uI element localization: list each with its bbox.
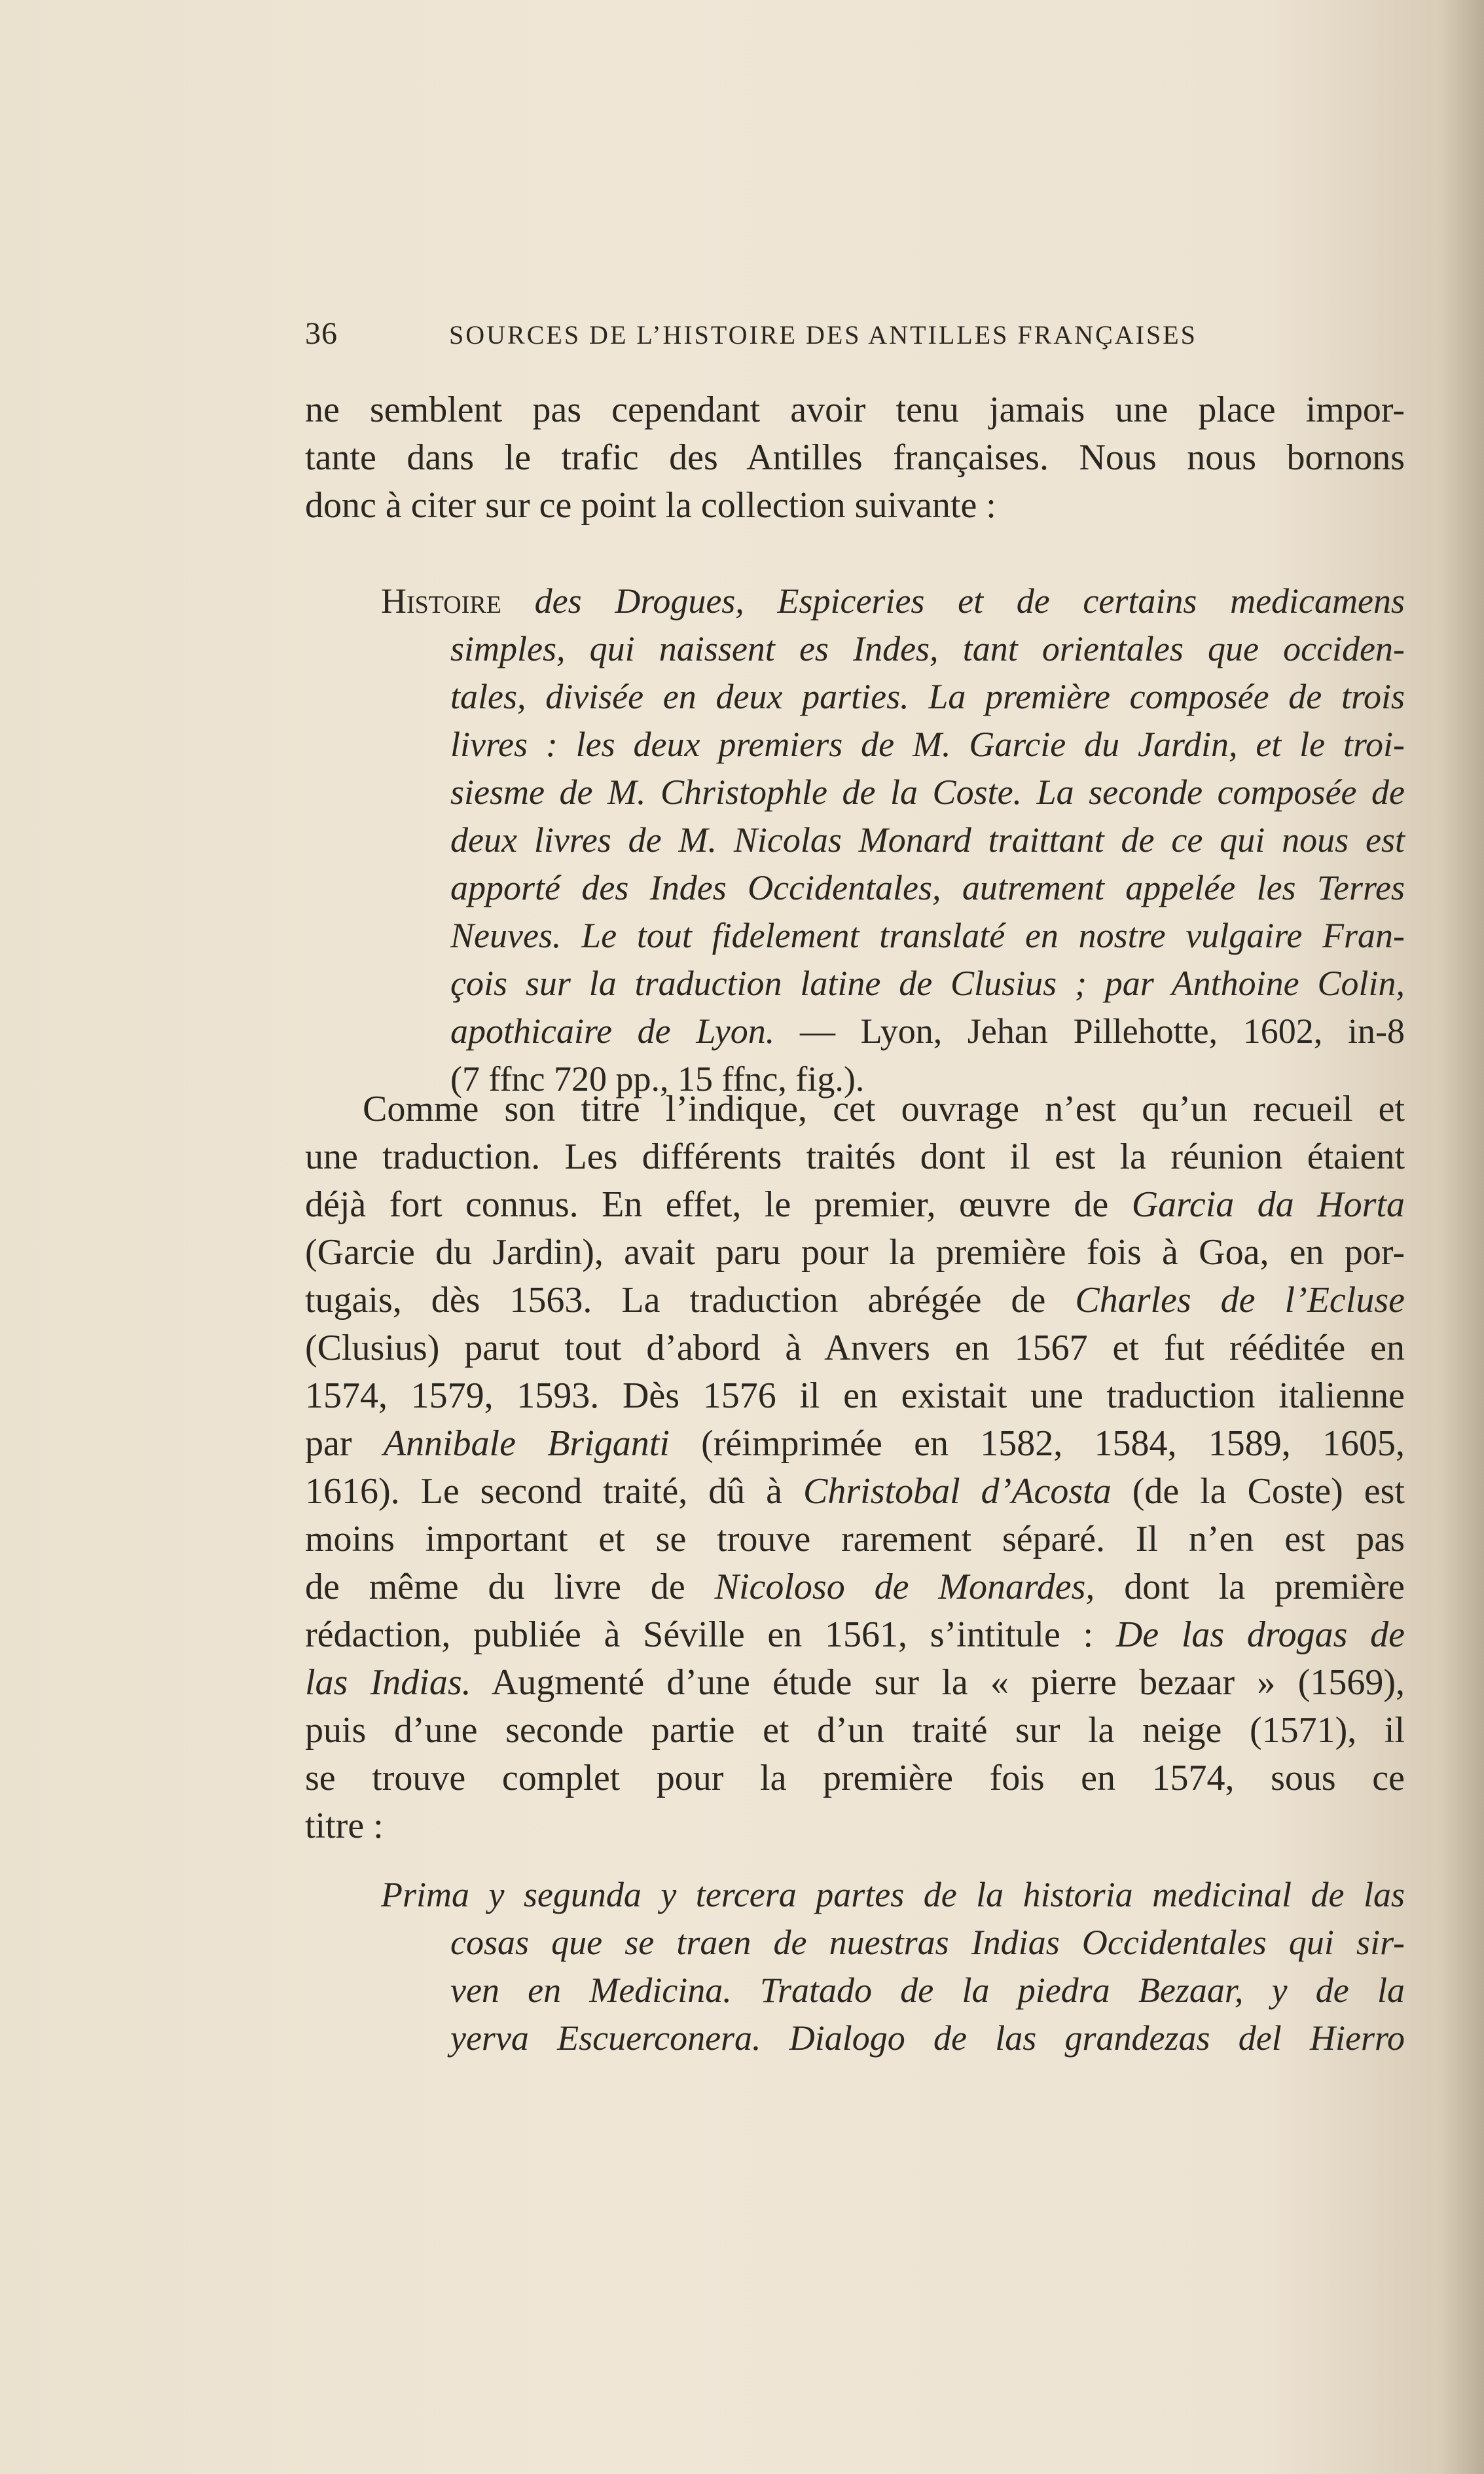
running-head <box>305 316 1241 352</box>
italic-name: Charles de l’Ecluse <box>1075 1280 1405 1320</box>
ref-line: livres : les deux premiers de M. Garcie du Jardin, et le troi- <box>450 725 1405 764</box>
text-line: donc à citer sur ce point la collection suivante : <box>305 485 996 526</box>
text-line: ne semblent pas cependant avoir tenu jamais une place impor- <box>305 390 1405 430</box>
ref-title: des Drogues, Espiceries et de certains medicamens <box>534 581 1405 621</box>
ref-line: cosas que se traen de nuestras Indias Occidentales qui sir- <box>450 1923 1405 1962</box>
text-run: rédaction, publiée à Séville en 1561, s’intitule : <box>305 1614 1116 1655</box>
text-line <box>305 1468 1405 1516</box>
italic-name: De las drogas de <box>1115 1614 1405 1655</box>
text-line: titre : <box>305 1806 384 1846</box>
text-line: puis d’une seconde partie et d’un traité sur la neige (1571), il <box>305 1710 1405 1751</box>
bibliographic-reference-1 <box>305 577 1405 1103</box>
text-run: déjà fort connus. En effet, le premier, œuvre de <box>305 1184 1132 1225</box>
running-title: SOURCES DE L’HISTOIRE DES ANTILLES FRANÇAISES <box>449 320 1197 350</box>
text-line: une traduction. Les différents traités dont il est la réunion étaient <box>305 1137 1405 1177</box>
italic-name: Nicoloso de Monardes, <box>714 1567 1095 1607</box>
text-run: par <box>305 1423 384 1464</box>
text-line: moins important et se trouve rarement séparé. Il n’en est pas <box>305 1519 1405 1559</box>
text-run: (de la Coste) est <box>1111 1471 1405 1512</box>
italic-name: las Indias. <box>305 1662 471 1703</box>
ref-line: çois sur la traduction latine de Clusius ; par Anthoine Colin, <box>450 964 1405 1003</box>
body-paragraph <box>305 1085 1405 1850</box>
text-run: de même du livre de <box>305 1567 715 1607</box>
text-line: (Garcie du Jardin), avait paru pour la première fois à Goa, en por- <box>305 1232 1405 1273</box>
ref-line: tales, divisée en deux parties. La première composée de trois <box>450 677 1405 716</box>
text-line <box>305 1420 1405 1468</box>
text-run: 1616). Le second traité, dû à <box>305 1471 804 1512</box>
text-line <box>305 1181 1405 1229</box>
page-number: 36 <box>305 316 338 351</box>
ref-imprint: — Lyon, Jehan Pillehotte, 1602, in-8 <box>774 1011 1405 1051</box>
text-line <box>305 1659 1405 1707</box>
ref-line: ven en Medicina. Tratado de la piedra Bezaar, y de la <box>450 1971 1405 2010</box>
text-run: dont la première <box>1095 1567 1405 1607</box>
text-line: Comme son titre l’indique, cet ouvrage n’est qu’un recueil et <box>363 1089 1405 1129</box>
text-run: (réimprimée en 1582, 1584, 1589, 1605, <box>669 1423 1405 1464</box>
text-line: 1574, 1579, 1593. Dès 1576 il en existait une traduction italienne <box>305 1375 1405 1416</box>
text-run: tugais, dès 1563. La traduction abrégée de <box>305 1280 1076 1320</box>
text-line <box>305 1611 1405 1659</box>
ref-lead: Histoire <box>381 581 501 621</box>
ref-line: deux livres de M. Nicolas Monard traittant de ce qui nous est <box>450 820 1405 860</box>
ref-line <box>305 1008 1405 1055</box>
italic-name: Annibale Briganti <box>383 1423 670 1464</box>
italic-name: Christobal d’Acosta <box>803 1471 1112 1512</box>
ref-line <box>305 577 1405 625</box>
text-line: (Clusius) parut tout d’abord à Anvers en 1567 et fut rééditée en <box>305 1328 1405 1368</box>
bibliographic-reference-2 <box>305 1871 1405 2062</box>
ref-line: Prima y segunda y tercera partes de la historia medicinal de las <box>381 1875 1405 1914</box>
text-run: Augmenté d’une étude sur la « pierre bezaar » (1569), <box>471 1662 1405 1703</box>
ref-line: siesme de M. Christophle de la Coste. La seconde composée de <box>450 773 1405 812</box>
ref-line: Neuves. Le tout fidelement translaté en nostre vulgaire Fran- <box>450 916 1405 955</box>
text-line <box>305 1277 1405 1324</box>
text-line <box>305 1563 1405 1611</box>
ref-line: simples, qui naissent es Indes, tant orientales que occiden- <box>450 629 1405 668</box>
text-line: tante dans le trafic des Antilles françaises. Nous nous bornons <box>305 437 1405 478</box>
italic-name: Garcia da Horta <box>1131 1184 1405 1225</box>
ref-line: apporté des Indes Occidentales, autrement appelée les Terres <box>450 868 1405 907</box>
intro-paragraph <box>305 386 1405 530</box>
text-line: se trouve complet pour la première fois en 1574, sous ce <box>305 1758 1405 1798</box>
ref-line: yerva Escuerconera. Dialogo de las grandezas del Hierro <box>450 2018 1405 2058</box>
ref-publisher: apothicaire de Lyon. <box>450 1011 775 1051</box>
ref-collation: (7 ffnc 720 pp., 15 ffnc, fig.). <box>450 1059 865 1099</box>
